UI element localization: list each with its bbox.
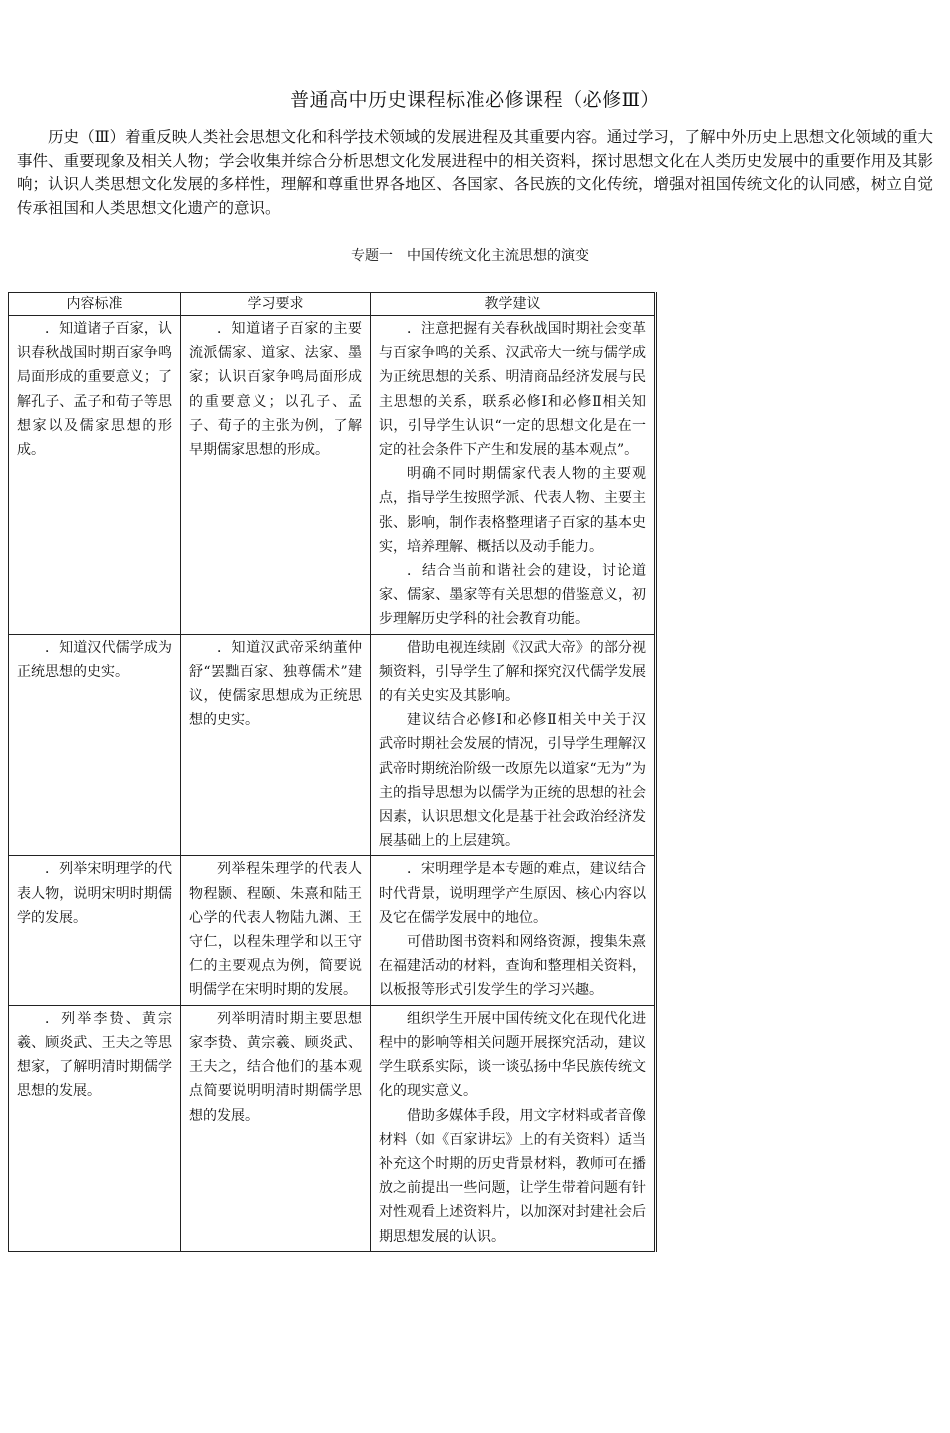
cell-text: ．列举李贽、黄宗羲、顾炎武、王夫之等思想家，了解明清时期儒学思想的发展。 [17, 1010, 172, 1100]
section-title: 专题一 中国传统文化主流思想的演变 [351, 248, 589, 264]
learning-requirement-cell [181, 634, 371, 856]
page-title: 普通高中历史课程标准必修课程（必修Ⅲ） [290, 89, 660, 111]
learning-requirement-cell [181, 856, 371, 1005]
table-row [9, 316, 656, 635]
cell-text: 列举明清时期主要思想家李贽、黄宗羲、顾炎武、王夫之，结合他们的基本观点简要说明明清时期儒学思想的发展。 [189, 1010, 362, 1124]
content-standard-cell [9, 1005, 181, 1251]
header-learning-requirement: 学习要求 [181, 293, 371, 316]
teaching-suggestion-cell [371, 856, 656, 1005]
content-standard-cell [9, 316, 181, 635]
suggestion-paragraph: 借助电视连续剧《汉武大帝》的部分视频资料，引导学生了解和探究汉代儒学发展的有关史实及其影响。 [379, 639, 646, 705]
teaching-suggestion-cell [371, 316, 656, 635]
teaching-suggestion-cell [371, 1005, 656, 1251]
teaching-suggestion-cell [371, 634, 656, 856]
suggestion-paragraph: ．宋明理学是本专题的难点，建议结合时代背景，说明理学产生原因、核心内容以及它在儒学发展中的地位。 [379, 861, 646, 926]
suggestion-paragraph: ．结合当前和谐社会的建设，讨论道家、儒家、墨家等有关思想的借鉴意义，初步理解历史学科的社会教育功能。 [379, 563, 646, 628]
learning-requirement-cell [181, 316, 371, 635]
cell-text: ．知道诸子百家的主要流派儒家、道家、法家、墨家；认识百家争鸣局面形成的重要意义；以孔子、孟子、荀子的主张为例，了解早期儒家思想的形成。 [189, 321, 362, 459]
suggestion-paragraph: 建议结合必修Ⅰ和必修Ⅱ相关中关于汉武帝时期社会发展的情况，引导学生理解汉武帝时期统治阶级一改原先以道家“无为”为主的指导思想为以儒学为正统的思想的社会因素，认识思想文化是基于社会政治经济发展基础上的上层建筑。 [379, 712, 646, 850]
cell-text: ．知道汉代儒学成为正统思想的史实。 [17, 639, 172, 680]
table-row [9, 634, 656, 856]
curriculum-table [8, 292, 657, 1252]
cell-text: 列举程朱理学的代表人物程颢、程颐、朱熹和陆王心学的代表人物陆九渊、王守仁，以程朱理学和以王守仁的主要观点为例，简要说明儒学在宋明时期的发展。 [189, 861, 362, 999]
intro-paragraph: 历史（Ⅲ）着重反映人类社会思想文化和科学技术领域的发展进程及其重要内容。通过学习，了解中外历史上思想文化领域的重大事件、重要现象及相关人物；学会收集并综合分析思想文化发展进程中的相关资料，探讨思想文化在人类历史发展中的重要作用及其影响；认识人类思想文化发展的多样性，理解和尊重世界各地区、各国家、各民族的文化传统，增强对祖国传统文化的认同感，树立自觉传承祖国和人类思想文化遗产的意识。 [17, 128, 933, 217]
cell-text: ．知道汉武帝采纳董仲舒“罢黜百家、独尊儒术”建议，使儒家思想成为正统思想的史实。 [189, 639, 362, 729]
cell-text: ．列举宋明理学的代表人物，说明宋明时期儒学的发展。 [17, 861, 172, 926]
table-row [9, 856, 656, 1005]
header-content-standard: 内容标准 [9, 293, 181, 316]
content-standard-cell [9, 634, 181, 856]
cell-text: ．知道诸子百家，认识春秋战国时期百家争鸣局面形成的重要意义；了解孔子、孟子和荀子等思想家以及儒家思想的形成。 [17, 321, 172, 459]
suggestion-paragraph: 借助多媒体手段，用文字材料或者音像材料（如《百家讲坛》上的有关资料）适当补充这个时期的历史背景材料，教师可在播放之前提出一些问题，让学生带着问题有针对性观看上述资料片，以加深对封建社会后期思想发展的认识。 [379, 1107, 646, 1245]
suggestion-paragraph: 可借助图书资料和网络资源，搜集朱熹在福建活动的材料，查询和整理相关资料，以板报等形式引发学生的学习兴趣。 [379, 934, 646, 999]
header-teaching-suggestion: 教学建议 [371, 293, 656, 316]
suggestion-paragraph: ．注意把握有关春秋战国时期社会变革与百家争鸣的关系、汉武帝大一统与儒学成为正统思想的关系、明清商品经济发展与民主思想的关系，联系必修Ⅰ和必修Ⅱ相关知识，引导学生认识“一定的思想文化是在一定的社会条件下产生和发展的基本观点”。 [379, 321, 646, 459]
suggestion-paragraph: 明确不同时期儒家代表人物的主要观点，指导学生按照学派、代表人物、主要主张、影响，制作表格整理诸子百家的基本史实，培养理解、概括以及动手能力。 [379, 466, 646, 555]
learning-requirement-cell [181, 1005, 371, 1251]
content-standard-cell [9, 856, 181, 1005]
suggestion-paragraph: 组织学生开展中国传统文化在现代化进程中的影响等相关问题开展探究活动，建议学生联系实际，谈一谈弘扬中华民族传统文化的现实意义。 [379, 1010, 646, 1100]
table-header-row [9, 293, 656, 316]
table-row [9, 1005, 656, 1251]
